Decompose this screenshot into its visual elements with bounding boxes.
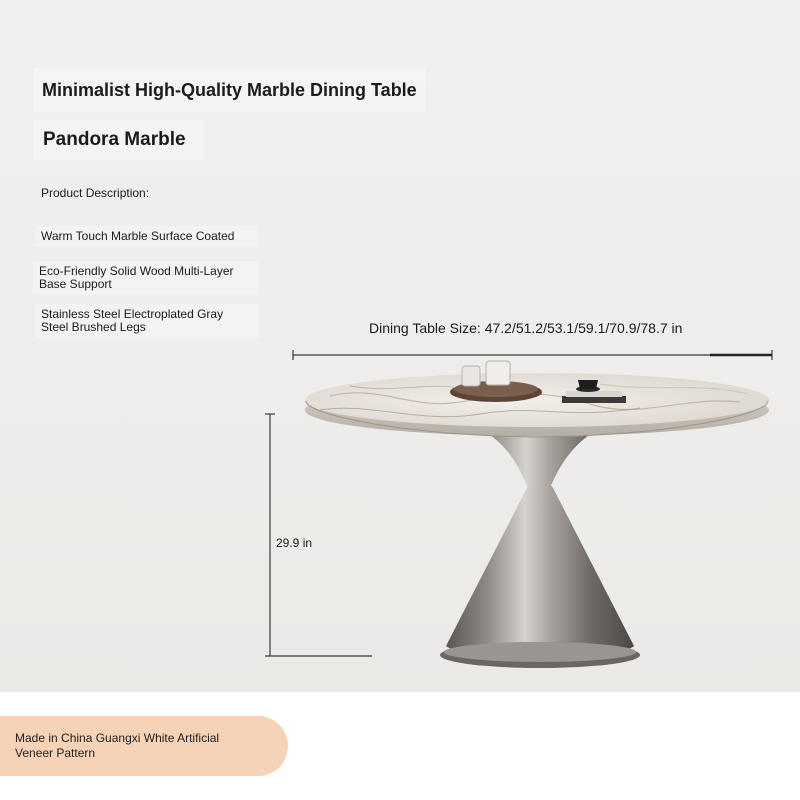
description-heading: Product Description: [41,186,150,200]
feature-legs: Stainless Steel Electroplated Gray Steel Brushed Legs [35,304,259,338]
table-height-label: 29.9 in [276,536,313,550]
height-dimension-line [265,414,372,656]
table-base [440,418,640,668]
feature-base-support: Eco-Friendly Solid Wood Multi-Layer Base Support [33,261,259,295]
feature-surface: Warm Touch Marble Surface Coated [35,226,257,247]
marble-tabletop [305,373,769,437]
product-subtitle: Pandora Marble [34,120,204,160]
width-dimension-line [293,350,772,360]
origin-badge: Made in China Guangxi White Artificial Veneer Pattern [0,716,288,776]
table-size-label: Dining Table Size: 47.2/51.2/53.1/59.1/70.9/78.7 in [369,320,683,336]
product-title: Minimalist High-Quality Marble Dining Table [34,68,426,112]
